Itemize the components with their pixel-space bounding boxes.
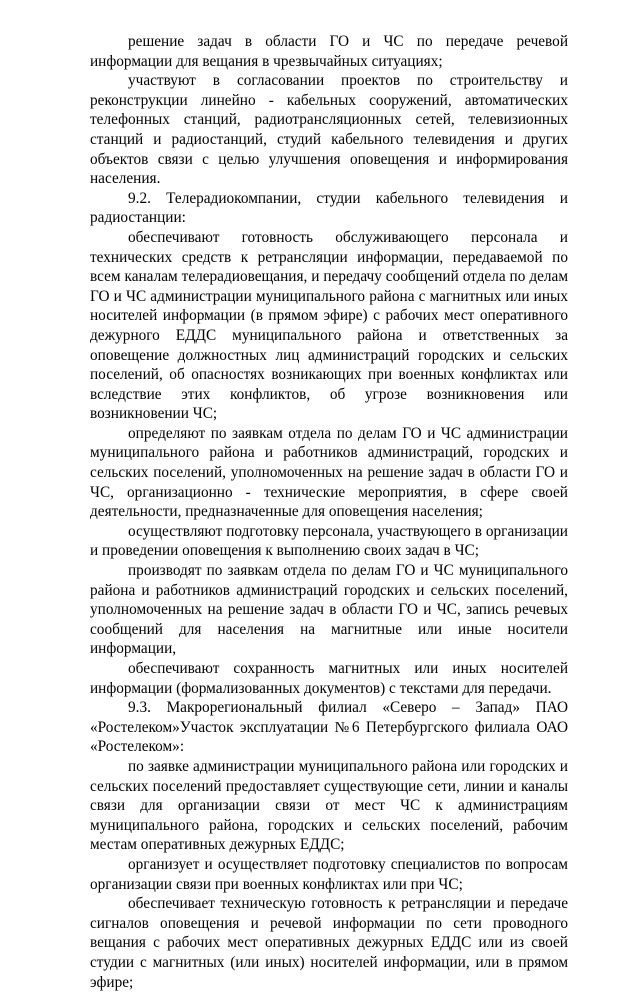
paragraph-6: производят по заявкам отдела по делам ГО и ЧС муниципального района и работников администраций городских и сельских поселений, уполномоченных на решение задач в области ГО и ЧС, запись речевых сообщений для населения на магнитные или иные носители информации,: [90, 562, 568, 658]
paragraph-1: решение задач в области ГО и ЧС по передаче речевой информации для вещания в чрезвычайных ситуациях;: [90, 33, 568, 70]
section-9-3-heading: 9.3. Макрорегиональный филиал «Северо – Запад» ПАО «Ростелеком»Участок эксплуатации №6 Петербургского филиала ОАО «Ростелеком»:: [90, 699, 568, 756]
paragraph-5: осуществляют подготовку персонала, участвующего в организации и проведении оповещения к выполнению своих задач в ЧС;: [90, 522, 568, 560]
section-9-2-heading: 9.2. Телерадиокомпании, студии кабельного телевидения и радиостанции:: [90, 189, 568, 227]
paragraph-9: организует и осуществляет подготовку специалистов по вопросам организации связи при военных конфликтах или при ЧС;: [90, 855, 568, 893]
paragraph-8: по заявке администрации муниципального района или городских и сельских поселений предоставляет существующие сети, линии и каналы связи для организации связи от мест ЧС к администрациям муниципального района, городских и сельских поселений, рабочим местам оперативных дежурных ЕДДС;: [90, 757, 568, 854]
paragraph-3: обеспечивают готовность обслуживающего персонала и технических средств к ретрансляции информации, передаваемой по всем каналам телерадиовещания, и передачу сообщений отдела по делам ГО и ЧС администрации муниципального района с магнитных или иных носителей информации (в прямом эфире) с рабочих мест оперативного дежурного ЕДДС муниципального района и ответственных за оповещение должностных лиц администраций городских и сельских поселений, об опасностях возникающих при военных конфликтах или вследствие этих конфликтов, об угрозе возникновения или возникновении ЧС;: [90, 228, 568, 423]
paragraph-7: обеспечивают сохранность магнитных или иных носителей информации (формализованных документов) с текстами для передачи.: [90, 660, 568, 697]
document-page: [90, 32, 568, 992]
paragraph-4: определяют по заявкам отдела по делам ГО и ЧС администрации муниципального района и работников администраций, городских и сельских поселений, уполномоченных на решение задач в области ГО и ЧС, организационно - технические мероприятия, в сфере своей деятельности, предназначенные для оповещения населения;: [90, 424, 568, 521]
paragraph-10: обеспечивает техническую готовность к ретрансляции и передаче сигналов оповещения и речевой информации по сети проводного вещания с рабочих мест оперативных дежурных ЕДДС или из своей студии с магнитных (или иных) носителей информации, или в прямом эфире;: [90, 895, 568, 991]
paragraph-2: участвуют в согласовании проектов по строительству и реконструкции линейно - кабельных сооружений, автоматических телефонных станций, радиотрансляционных сетей, телевизионных станций и радиостанций, студий кабельного телевидения и других объектов связи с целью улучшения оповещения и информирования населения.: [90, 72, 568, 188]
